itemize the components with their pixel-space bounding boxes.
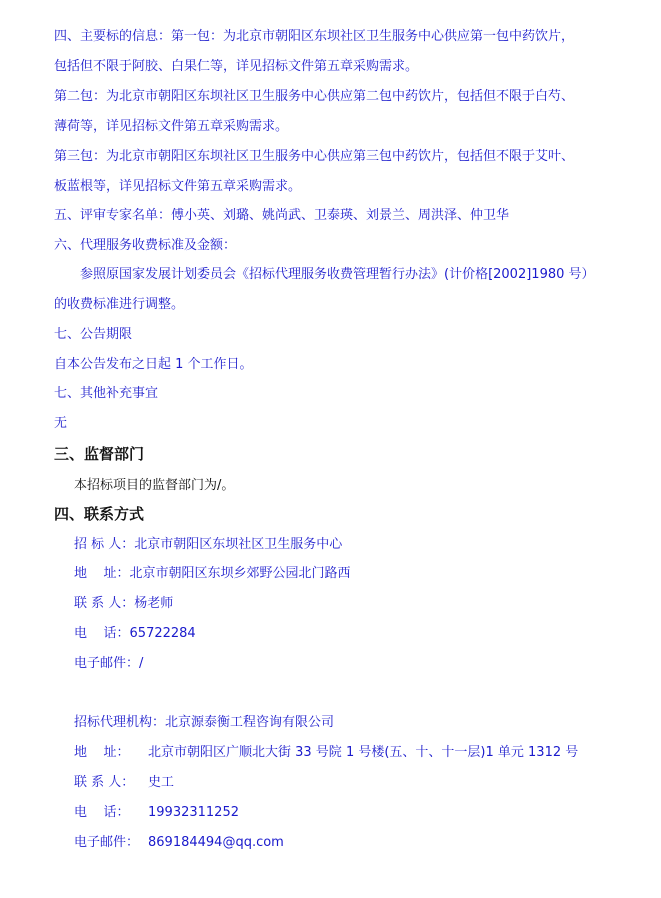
tenderer-name-row (74, 537, 342, 553)
target-info-line-3: 第二包：为北京市朝阳区东坝社区卫生服务中心供应第二包中药饮片，包括但不限于白芍、 (54, 89, 575, 104)
agency-phone-label: 电 话： (74, 805, 130, 820)
target-info-line-1: 四、主要标的信息：第一包：为北京市朝阳区东坝社区卫生服务中心供应第一包中药饮片， (54, 29, 575, 44)
tenderer-contact-label: 联 系 人： (74, 596, 135, 611)
tenderer-email: / (139, 656, 144, 671)
contact-heading: 四、联系方式 (54, 505, 145, 523)
fee-text-line-2: 的收费标准进行调整。 (54, 297, 185, 312)
supervision-text: 本招标项目的监督部门为/。 (74, 478, 235, 493)
target-info-line-6: 板蓝根等，详见招标文件第五章采购需求。 (54, 179, 302, 194)
tenderer-contact-row (74, 596, 173, 612)
agency-contact-row (74, 775, 174, 791)
agency-contact-label: 联 系 人： (74, 775, 135, 790)
other-matters-heading: 七、其他补充事宜 (54, 386, 159, 401)
target-info-line-5: 第三包：为北京市朝阳区东坝社区卫生服务中心供应第三包中药饮片，包括但不限于艾叶、 (54, 149, 575, 164)
fee-text-line-1: 参照原国家发展计划委员会《招标代理服务收费管理暂行办法》(计价格[2002]1980 号） (80, 267, 595, 282)
tenderer-email-row (74, 656, 143, 672)
tenderer-email-label: 电子邮件： (74, 656, 140, 671)
tenderer-address: 北京市朝阳区东坝乡郊野公园北门路西 (129, 566, 351, 581)
tenderer-phone: 65722284 (129, 626, 196, 641)
tenderer-phone-row (74, 626, 196, 642)
tenderer-contact: 杨老师 (134, 596, 174, 611)
tenderer-phone-label: 电 话： (74, 626, 130, 641)
agency-email[interactable]: 869184494@qq.com (148, 835, 284, 850)
tenderer-name-label: 招 标 人： (74, 537, 135, 552)
agency-address-label: 地 址： (74, 745, 130, 760)
notice-period-text: 自本公告发布之日起 1 个工作日。 (54, 357, 253, 372)
agency-name-row (74, 715, 334, 731)
agency-name-label: 招标代理机构： (74, 715, 166, 730)
tenderer-name: 北京市朝阳区东坝社区卫生服务中心 (134, 537, 343, 552)
fee-heading: 六、代理服务收费标准及金额： (54, 238, 237, 253)
agency-address: 北京市朝阳区广顺北大街 33 号院 1 号楼(五、十、十一层)1 单元 1312 号 (148, 745, 579, 760)
agency-email-label: 电子邮件： (74, 835, 140, 850)
target-info-line-4: 薄荷等，详见招标文件第五章采购需求。 (54, 119, 289, 134)
agency-contact: 史工 (148, 775, 175, 790)
notice-period-heading: 七、公告期限 (54, 327, 133, 342)
supervision-heading: 三、监督部门 (54, 445, 145, 463)
other-matters-text: 无 (54, 416, 68, 431)
agency-phone: 19932311252 (148, 805, 239, 820)
expert-list: 五、评审专家名单：傅小英、刘璐、姚尚武、卫泰瑛、刘景兰、周洪泽、仲卫华 (54, 208, 510, 223)
tenderer-address-label: 地 址： (74, 566, 130, 581)
agency-address-row (74, 745, 578, 761)
agency-email-row (74, 835, 284, 851)
agency-name: 北京源泰衡工程咨询有限公司 (165, 715, 335, 730)
tenderer-address-row (74, 566, 351, 582)
target-info-line-2: 包括但不限于阿胶、白果仁等，详见招标文件第五章采购需求。 (54, 59, 419, 74)
agency-phone-row (74, 805, 239, 821)
